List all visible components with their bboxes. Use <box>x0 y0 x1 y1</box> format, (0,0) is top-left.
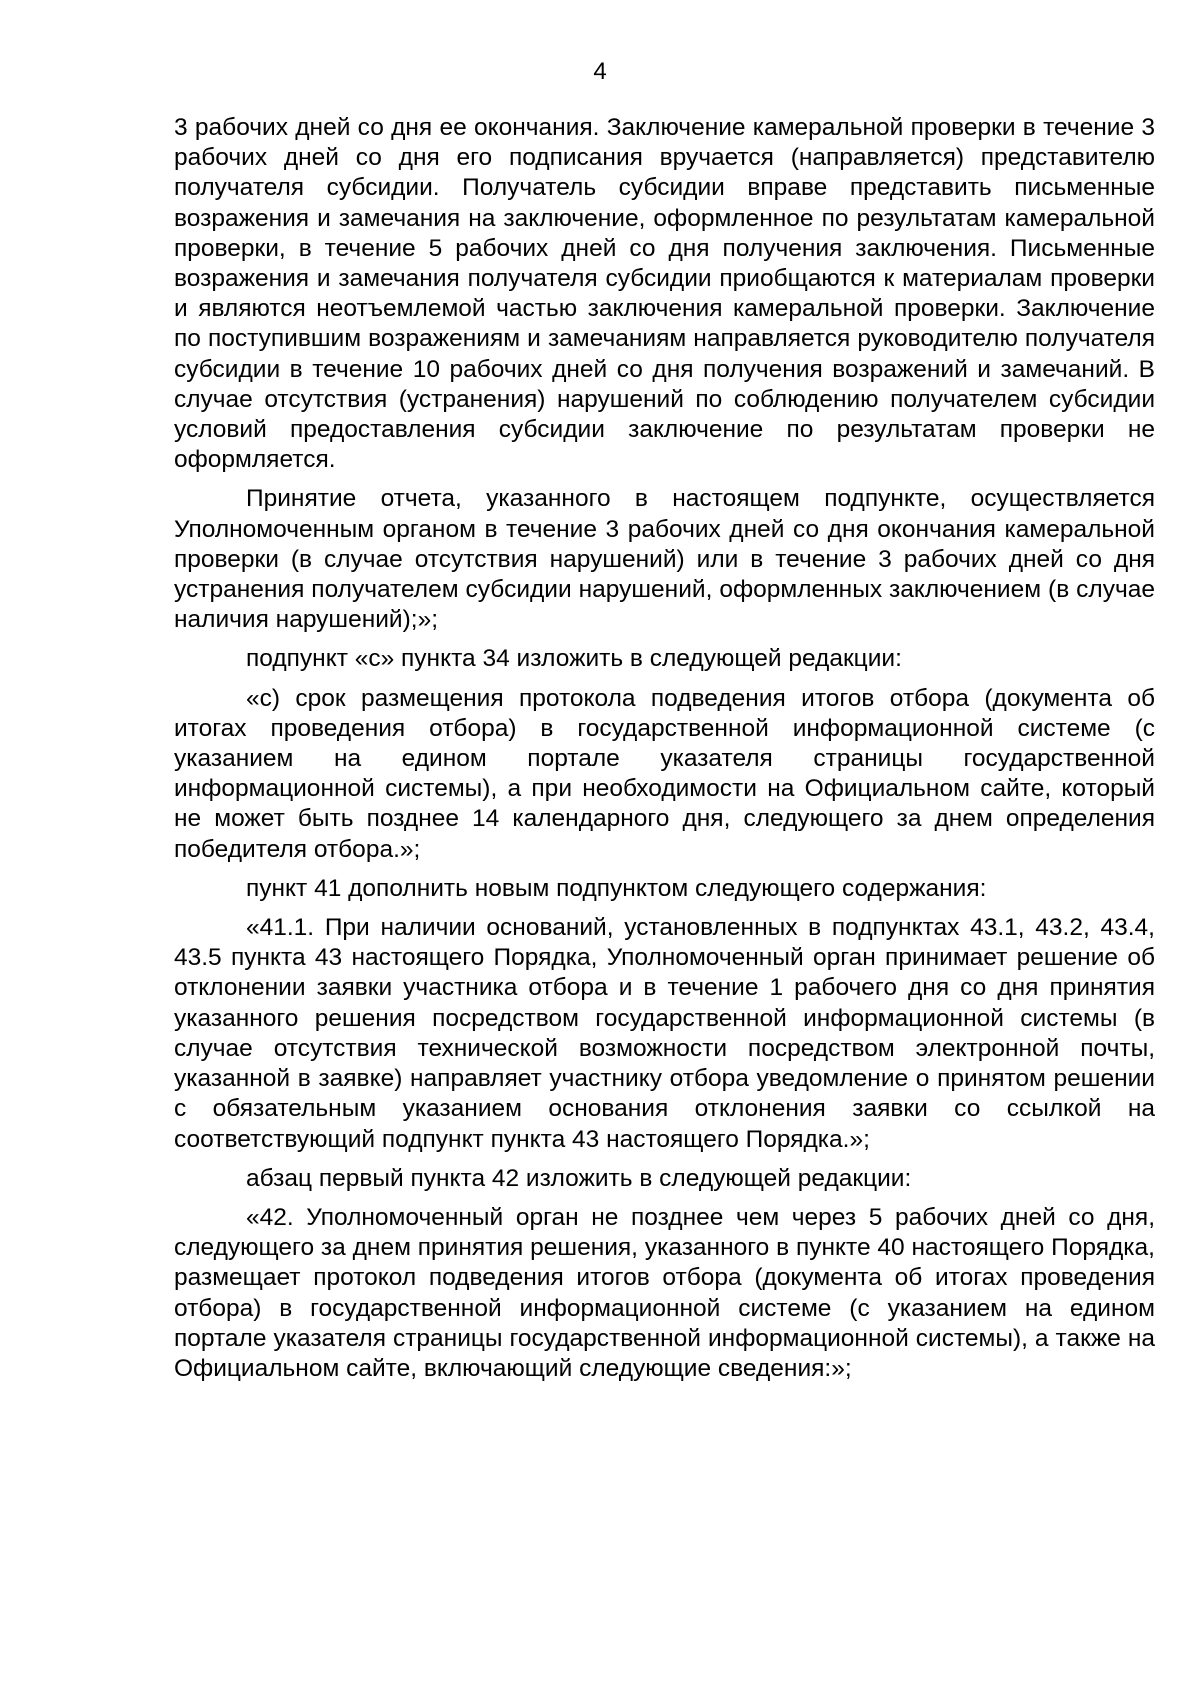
paragraph-continuation: 3 рабочих дней со дня ее окончания. Заключение камеральной проверки в течение 3 рабочих дней со дня его подписания вручается (направляется) представителю получателя субсидии. Получатель субсидии вправе представить письменные возражения и замечания на заключение, оформленное по результатам камеральной проверки, в течение 5 рабочих дней со дня получения заключения. Письменные возражения и замечания получателя субсидии приобщаются к материалам проверки и являются неотъемлемой частью заключения камеральной проверки. Заключение по поступившим возражениям и замечаниям направляется руководителю получателя субсидии в течение 10 рабочих дней со дня получения возражений и замечаний. В случае отсутствия (устранения) нарушений по соблюдению получателем субсидии условий предоставления субсидии заключение по результатам проверки не оформляется. <box>174 114 1155 474</box>
page-number: 4 <box>593 58 607 85</box>
paragraph-amendment-34c-intro: подпункт «с» пункта 34 изложить в следующей редакции: <box>246 645 902 673</box>
paragraph-amendment-41-1-text: «41.1. При наличии оснований, установленных в подпунктах 43.1, 43.2, 43.4, 43.5 пункта 43 настоящего Порядка, Уполномоченный орган принимает решение об отклонении заявки участника отбора и в течение 1 рабочего дня со дня принятия указанного решения посредством государственной информационной системы (в случае отсутствия технической возможности посредством электронной почты, указанной в заявке) направляет участнику отбора уведомление о принятом решении с обязательным указанием основания отклонения заявки со ссылкой на соответствующий подпункт пункта 43 настоящего Порядка.»; <box>174 914 1155 1153</box>
paragraph-amendment-41-intro: пункт 41 дополнить новым подпунктом следующего содержания: <box>246 874 987 902</box>
paragraph-report-acceptance: Принятие отчета, указанного в настоящем подпункте, осуществляется Уполномоченным органом в течение 3 рабочих дней со дня окончания камеральной проверки (в случае отсутствия нарушений) или в течение 3 рабочих дней со дня устранения получателем субсидии нарушений, оформленных заключением (в случае наличия нарушений);»; <box>174 485 1155 634</box>
document-body <box>174 113 1155 1393</box>
paragraph-amendment-42-intro: абзац первый пункта 42 изложить в следующей редакции: <box>246 1164 912 1192</box>
paragraph-amendment-42-text: «42. Уполномоченный орган не позднее чем через 5 рабочих дней со дня, следующего за днем принятия решения, указанного в пункте 40 настоящего Порядка, размещает протокол подведения итогов отбора (документа об итогах проведения отбора) в государственной информационной системе (с указанием на едином портале указателя страницы государственной информационной системы), а также на Официальном сайте, включающий следующие сведения:»; <box>174 1203 1155 1382</box>
paragraph-amendment-34c-text: «с) срок размещения протокола подведения итогов отбора (документа об итогах проведения отбора) в государственной информационной системе (с указанием на едином портале указателя страницы государственной информационной системы), а при необходимости на Официальном сайте, который не может быть позднее 14 календарного дня, следующего за днем определения победителя отбора.»; <box>174 684 1155 863</box>
